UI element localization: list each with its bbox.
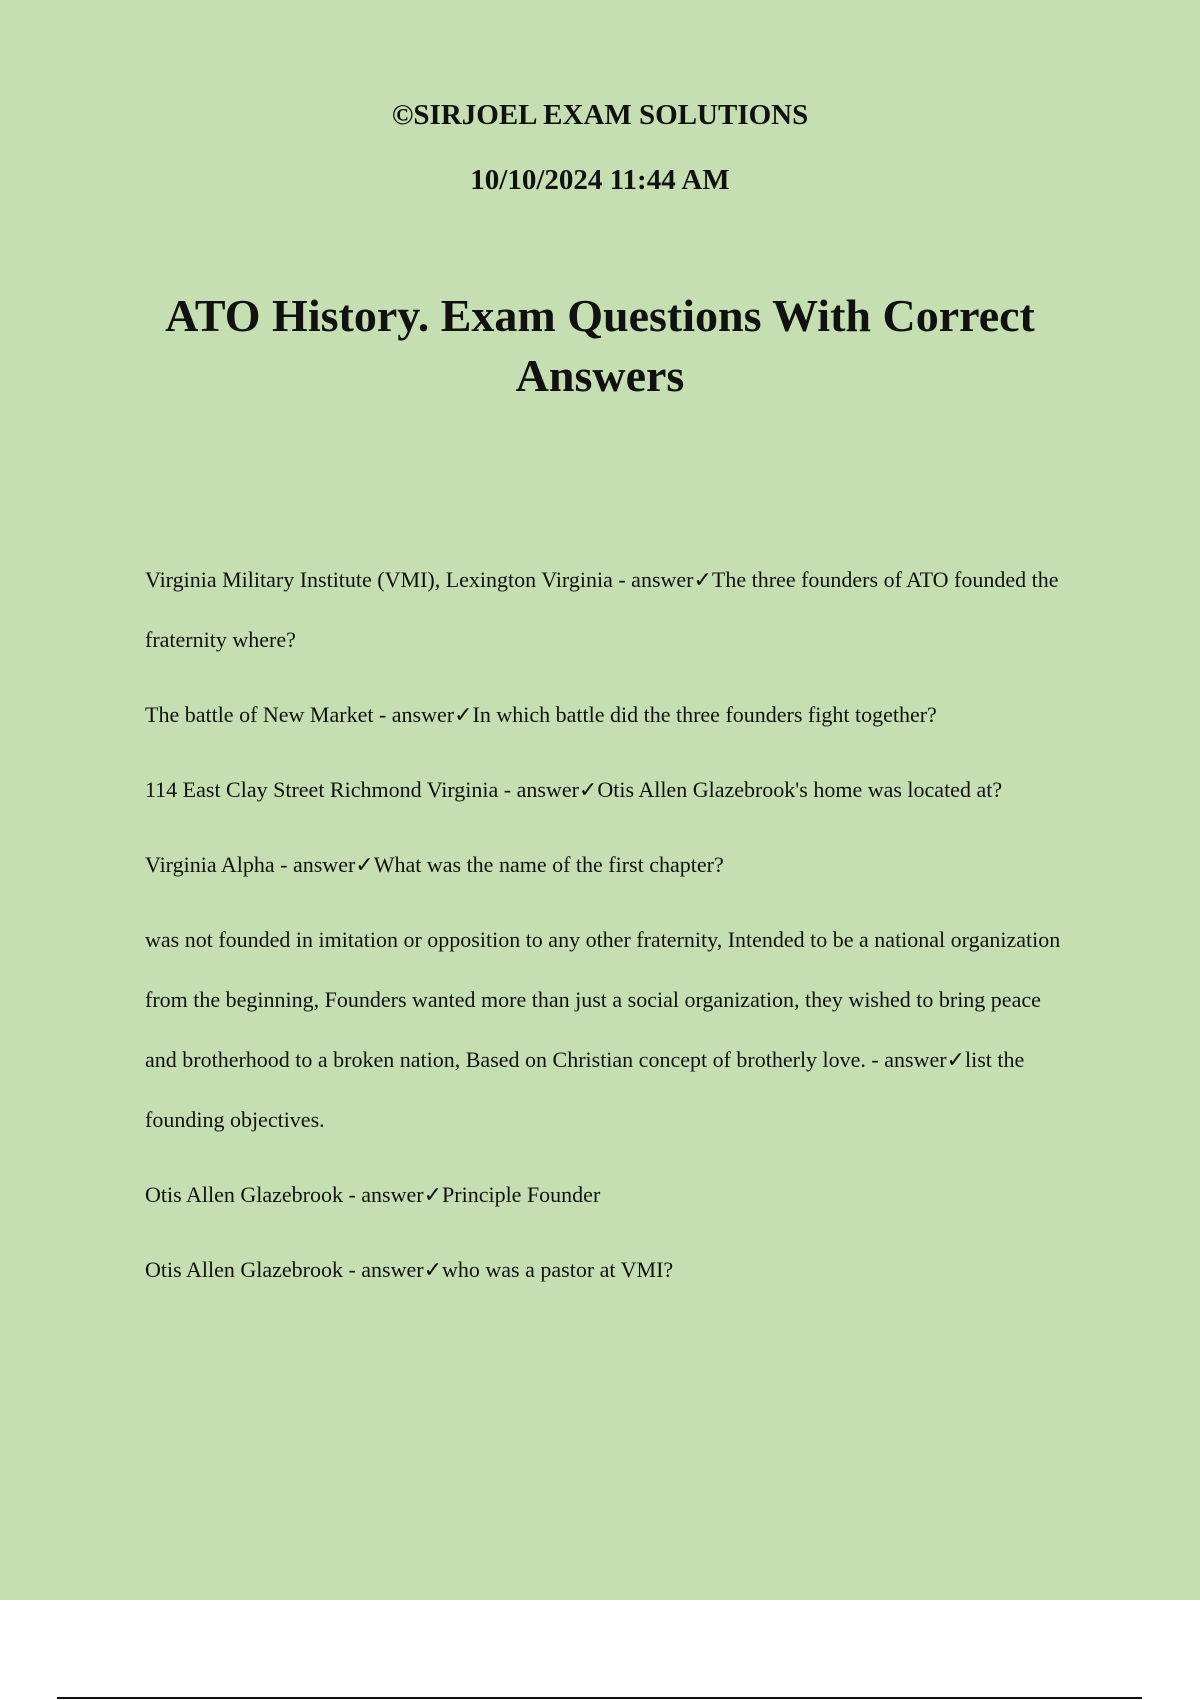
qa-item-6: Otis Allen Glazebrook - answer✓Principle Founder xyxy=(145,1182,601,1207)
qa-item-2: The battle of New Market - answer✓In which battle did the three founders fight together? xyxy=(145,702,937,727)
qa-list xyxy=(145,550,1075,1315)
qa-item-4: Virginia Alpha - answer✓What was the name of the first chapter? xyxy=(145,852,724,877)
footer-divider xyxy=(57,1697,1142,1699)
document-title: ATO History. Exam Questions With Correct Answers xyxy=(165,290,1035,401)
copyright-header: ©SIRJOEL EXAM SOLUTIONS xyxy=(391,99,809,131)
date-time-header: 10/10/2024 11:44 AM xyxy=(470,164,730,196)
qa-item-1: Virginia Military Institute (VMI), Lexington Virginia - answer✓The three founders of ATO founded the fraternity where? xyxy=(145,567,1059,652)
qa-item-7: Otis Allen Glazebrook - answer✓who was a pastor at VMI? xyxy=(145,1257,674,1282)
qa-item-5: was not founded in imitation or opposition to any other fraternity, Intended to be a national organization from the beginning, Founders wanted more than just a social organization, they wished to bring peace and brotherhood to a broken nation, Based on Christian concept of brotherly love. - answer✓list the founding objectives. xyxy=(145,927,1061,1132)
qa-item-3: 114 East Clay Street Richmond Virginia - answer✓Otis Allen Glazebrook's home was located at? xyxy=(145,777,1003,802)
